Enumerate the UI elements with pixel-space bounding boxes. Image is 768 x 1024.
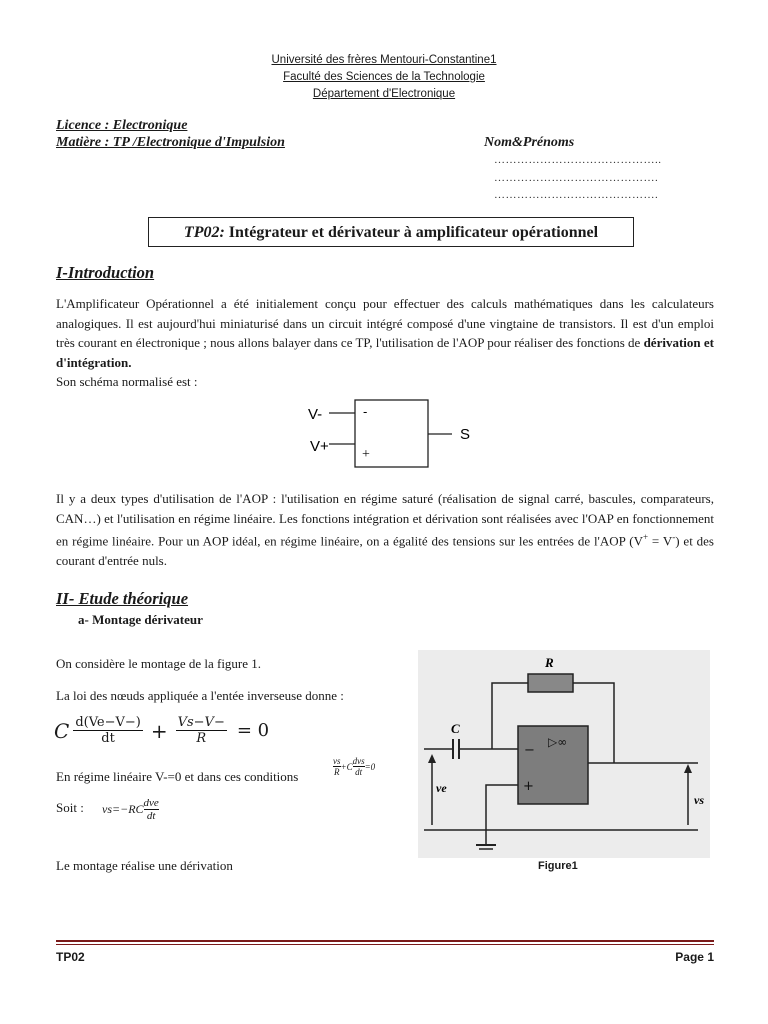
eq-num-2: Vs−V−	[177, 715, 225, 730]
opamp-plus: +	[523, 779, 534, 794]
fig-label-c: C	[451, 721, 460, 736]
vplus-label: V+	[310, 438, 329, 455]
small-eq-r: R	[334, 767, 340, 777]
usage-text-c: ) et des courant d'entrée nuls.	[56, 533, 714, 568]
small-eq-frac-1	[333, 756, 341, 777]
intro-bold: dérivation et d'intégration.	[56, 335, 714, 370]
small-eq-vs: vs	[333, 756, 341, 766]
intro-paragraph	[56, 294, 714, 392]
eq-c: C	[54, 718, 70, 743]
eq-fraction-2	[176, 715, 227, 746]
eq-den-1: dt	[101, 731, 115, 746]
sup-plus: +	[642, 532, 649, 542]
section-theory-heading: II- Etude théorique	[56, 589, 189, 608]
soit-num: dve	[143, 797, 159, 809]
name-dots-2: …………………………………….	[494, 172, 659, 184]
intro-text: L'Amplificateur Opérationnel a été initialement conçu pour effectuer des calculs mathématiques dans les calculateurs analogiques. Il est aujourd'hui miniaturisé dans un circuit intégré composé d'une vingtaine de transistors. Il est d'un emploi très courant en électronique ; nous allons balayer dans ce TP, l'utilisation de l'AOP pour réaliser des fonctions de	[56, 296, 714, 350]
node-law-line: La loi des nœuds appliquée a l'entée inverseuse donne :	[56, 688, 344, 703]
resistor-r	[528, 674, 573, 692]
small-eq-dt: dt	[355, 767, 363, 777]
soit-fraction	[144, 797, 159, 822]
figure1-circuit	[418, 650, 710, 858]
small-eq-zero: =0	[364, 761, 376, 772]
eq-den-2: R	[196, 731, 207, 746]
licence-label: Licence : Electronique	[56, 118, 188, 133]
tp-title-prefix: TP02:	[183, 224, 225, 241]
small-eq-frac-2	[353, 756, 365, 777]
soit-den: dt	[146, 810, 156, 822]
footer-rule	[56, 940, 714, 946]
department-name: Département d'Electronique	[312, 88, 456, 100]
noninverting-sign: +	[362, 447, 370, 462]
figure1-caption: Figure1	[538, 860, 578, 872]
inverting-sign: -	[363, 404, 368, 419]
nom-prenoms-label: Nom&Prénoms	[484, 135, 575, 150]
tp-title-text: Intégrateur et dérivateur à amplificateur opérationnel	[224, 224, 599, 241]
tp-title-box	[148, 217, 634, 247]
section-introduction-heading: I-Introduction	[56, 263, 155, 282]
name-dots-3: …………………………………….	[494, 189, 659, 201]
usage-text-b: = V	[648, 533, 673, 549]
sup-minus: -	[672, 532, 676, 542]
footer-left: TP02	[56, 950, 85, 964]
eq-num-1: d(Ve−V−)	[75, 715, 141, 730]
name-dots-1: ……………………………………..	[494, 154, 662, 166]
schema-line: Son schéma normalisé est :	[56, 374, 198, 389]
small-equation	[333, 756, 375, 777]
aop-symbol	[300, 396, 500, 476]
consider-line: On considère le montage de la figure 1.	[56, 656, 262, 671]
main-equation	[54, 715, 269, 746]
footer-page-number: Page 1	[675, 950, 714, 964]
vminus-label: V-	[308, 406, 323, 423]
opamp-infinity: ▷∞	[548, 735, 568, 749]
eq-plus: +	[150, 718, 168, 743]
derivation-conclusion: Le montage réalise une dérivation	[56, 858, 233, 873]
university-name: Université des frères Mentouri-Constantine1	[271, 54, 497, 66]
small-eq-dvs: dvs	[352, 756, 365, 766]
opamp-minus: −	[524, 743, 535, 758]
usage-paragraph	[56, 489, 714, 570]
subsection-derivator: a- Montage dérivateur	[78, 612, 203, 627]
fig-label-ve: ve	[436, 781, 447, 795]
soit-label: Soit :	[56, 800, 84, 815]
eq-zero: = 0	[236, 720, 270, 741]
soit-lhs: vs=−RC	[102, 802, 144, 816]
fig-label-vs: vs	[694, 793, 704, 807]
fig-label-r: R	[545, 655, 554, 670]
faculty-name: Faculté des Sciences de la Technologie	[283, 71, 485, 83]
linear-regime-line: En régime linéaire V-=0 et dans ces conditions	[56, 769, 299, 784]
soit-equation	[102, 797, 159, 822]
matiere-label: Matière : TP /Electronique d'Impulsion	[56, 135, 285, 150]
eq-fraction-1	[73, 715, 143, 746]
usage-text-a: Il y a deux types d'utilisation de l'AOP : l'utilisation en régime saturé (réalisation de signal carré, bascules, comparateurs, CAN…) et l'utilisation en régime linéaire. Les fonctions intégration et dérivation sont réalisées avec l'OAP en fonctionnement en régime linéaire. Pour un AOP idéal, en régime linéaire, on a égalité des tensions sur les entrées de l'AOP (V	[56, 491, 714, 549]
small-eq-plusc: +C	[340, 761, 353, 772]
output-label: S	[460, 426, 471, 443]
